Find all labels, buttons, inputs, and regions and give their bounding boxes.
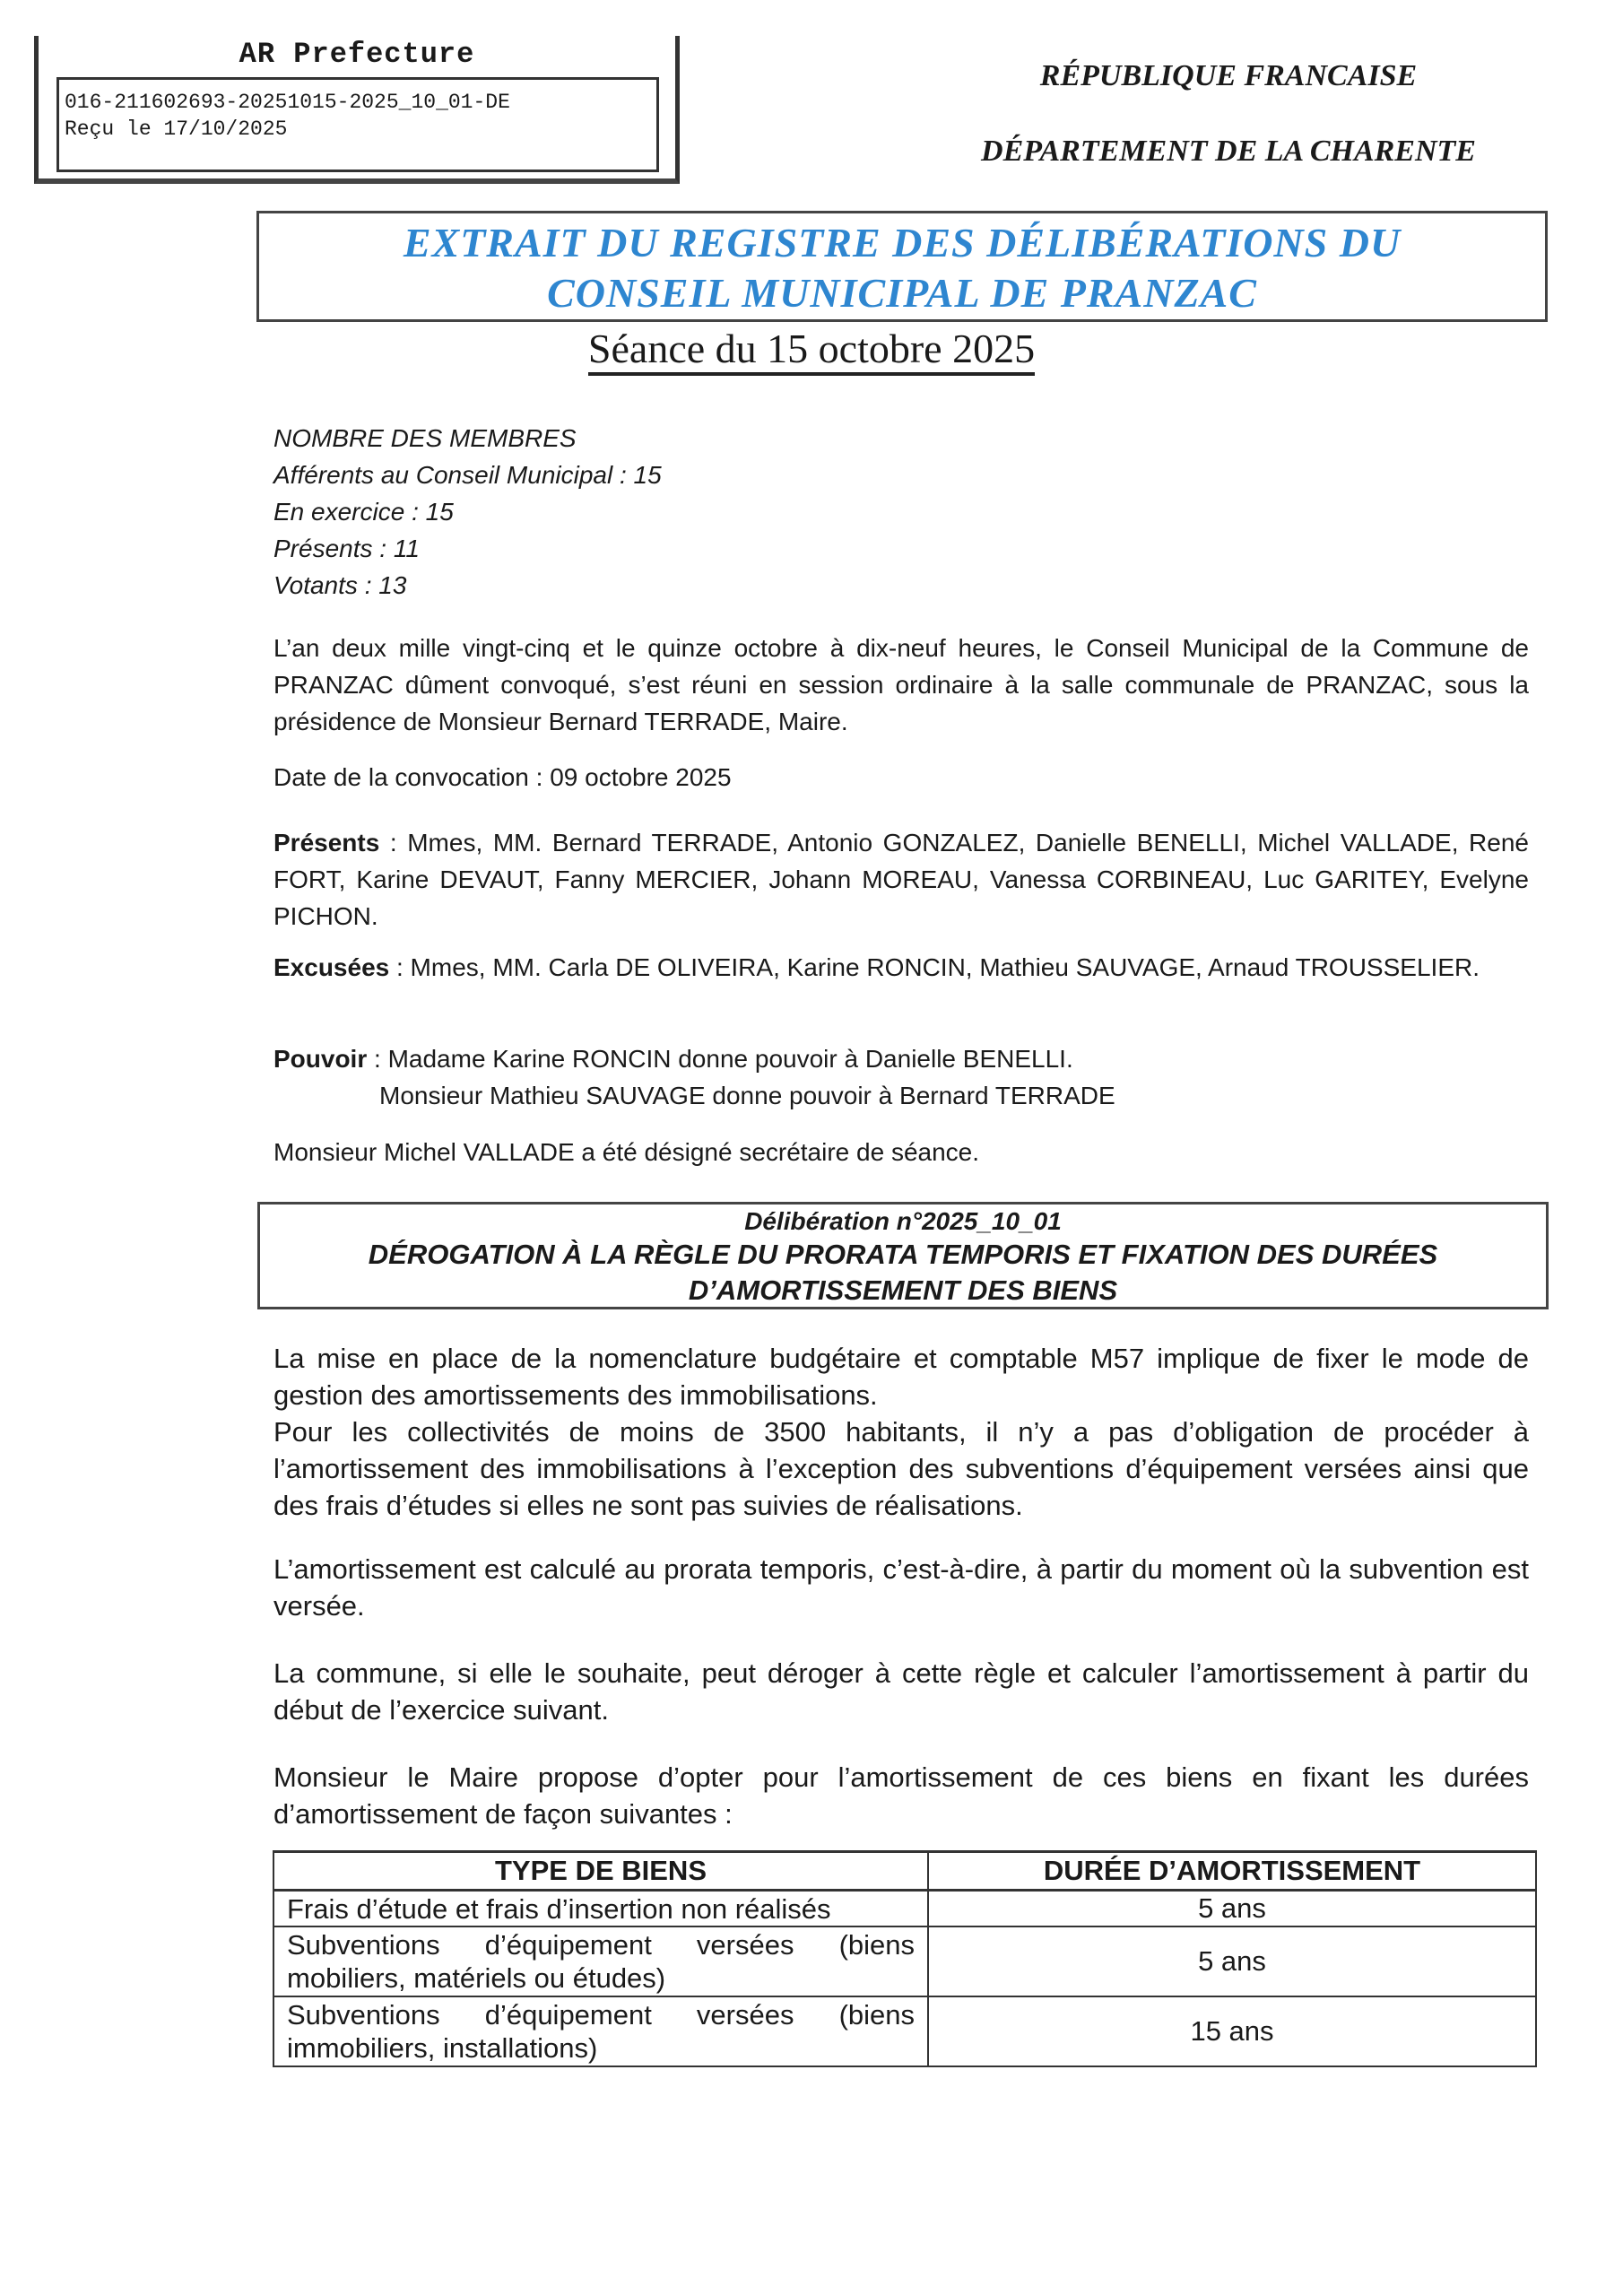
excusees-paragraph xyxy=(273,949,1529,986)
table-header-row xyxy=(273,1852,1536,1891)
pouvoir-line2: Monsieur Mathieu SAUVAGE donne pouvoir à Bernard TERRADE xyxy=(379,1082,1115,1109)
paragraph-collectivites: Pour les collectivités de moins de 3500 habitants, il n’y a pas d’obligation de procéder à l’amortissement des immobilisations à l’exception des subventions d’équipement versées ainsi que des frais d’études si elles ne sont pas suivies de réalisations. xyxy=(273,1416,1529,1521)
row-type: Frais d’étude et frais d’insertion non réalisés xyxy=(273,1891,928,1927)
paragraph-derogation: La commune, si elle le souhaite, peut déroger à cette règle et calculer l’amortissement à partir du début de l’exercice suivant. xyxy=(273,1657,1529,1726)
paragraph-proposition: Monsieur le Maire propose d’opter pour l’amortissement de ces biens en fixant les durées d’amortissement de façon suivantes : xyxy=(273,1761,1529,1830)
presents-paragraph xyxy=(273,824,1529,935)
row-type: Subventions d’équipement versées (biens immobiliers, installations) xyxy=(273,1996,928,2066)
members-afferents: Afférents au Conseil Municipal : 15 xyxy=(273,461,662,489)
stamp-received-date: Reçu le 17/10/2025 xyxy=(65,117,288,141)
members-en-exercice: En exercice : 15 xyxy=(273,498,454,526)
header-type-biens: TYPE DE BIENS xyxy=(273,1852,928,1891)
intro-paragraph: L’an deux mille vingt-cinq et le quinze octobre à dix-neuf heures, le Conseil Municipal de la Commune de PRANZAC dûment convoqué, s’est réuni en session ordinaire à la salle communale de PRANZAC, sous la présidence de Monsieur Bernard TERRADE, Maire. xyxy=(273,634,1529,735)
pouvoir-paragraph xyxy=(273,1040,1529,1114)
members-presents: Présents : 11 xyxy=(273,535,420,562)
table-row xyxy=(273,1996,1536,2066)
presents-list: : Mmes, MM. Bernard TERRADE, Antonio GONZALEZ, Danielle BENELLI, Michel VALLADE, René FORT, Karine DEVAUT, Fanny MERCIER, Johann MOREAU, Vanessa CORBINEAU, Luc GARITEY, Evelyne PICHON. xyxy=(273,829,1529,930)
register-title-box xyxy=(256,211,1548,322)
header-duree: DURÉE D’AMORTISSEMENT xyxy=(928,1852,1536,1891)
row-duration: 5 ans xyxy=(928,1926,1536,1996)
session-date: Séance du 15 octobre 2025 xyxy=(588,326,1035,376)
pouvoir-label: Pouvoir xyxy=(273,1045,368,1073)
stamp-title: AR Prefecture xyxy=(239,38,475,71)
presents-label: Présents xyxy=(273,829,380,857)
row-type: Subventions d’équipement versées (biens mobiliers, matériels ou études) xyxy=(273,1926,928,1996)
deliberation-title-line1: DÉROGATION À LA RÈGLE DU PRORATA TEMPORIS ET FIXATION DES DURÉES xyxy=(368,1239,1438,1270)
excusees-label: Excusées xyxy=(273,953,390,981)
member-counts xyxy=(273,420,1529,604)
stamp-reference: 016-211602693-20251015-2025_10_01-DE xyxy=(65,91,510,114)
ar-prefecture-stamp xyxy=(34,36,680,184)
department-heading: DÉPARTEMENT DE LA CHARENTE xyxy=(981,135,1476,168)
deliberation-title-line2: D’AMORTISSEMENT DES BIENS xyxy=(688,1274,1118,1306)
republic-heading: RÉPUBLIQUE FRANCAISE xyxy=(1039,59,1418,92)
excusees-list: : Mmes, MM. Carla DE OLIVEIRA, Karine RONCIN, Mathieu SAUVAGE, Arnaud TROUSSELIER. xyxy=(389,953,1480,981)
members-votants: Votants : 13 xyxy=(273,571,407,599)
deliberation-title-box xyxy=(257,1202,1549,1309)
row-duration: 5 ans xyxy=(928,1891,1536,1927)
stamp-details xyxy=(56,77,659,172)
register-title-line2: CONSEIL MUNICIPAL DE PRANZAC xyxy=(547,270,1257,316)
members-heading: NOMBRE DES MEMBRES xyxy=(273,424,577,452)
paragraph-m57: La mise en place de la nomenclature budgétaire et comptable M57 implique de fixer le mode de gestion des amortissements des immobilisations. xyxy=(273,1343,1529,1411)
row-duration: 15 ans xyxy=(928,1996,1536,2066)
paragraph-prorata: L’amortissement est calculé au prorata temporis, c’est-à-dire, à partir du moment où la subvention est versée. xyxy=(273,1553,1529,1622)
amortization-table xyxy=(273,1850,1537,2067)
deliberation-number: Délibération n°2025_10_01 xyxy=(744,1207,1062,1235)
table-row xyxy=(273,1891,1536,1927)
session-date-heading xyxy=(0,325,1623,372)
pouvoir-line1: : Madame Karine RONCIN donne pouvoir à Danielle BENELLI. xyxy=(367,1045,1073,1073)
secretary-statement: Monsieur Michel VALLADE a été désigné secrétaire de séance. xyxy=(273,1138,980,1166)
register-title-line1: EXTRAIT DU REGISTRE DES DÉLIBÉRATIONS DU xyxy=(403,220,1402,265)
convocation-date: Date de la convocation : 09 octobre 2025 xyxy=(273,763,732,791)
table-row xyxy=(273,1926,1536,1996)
